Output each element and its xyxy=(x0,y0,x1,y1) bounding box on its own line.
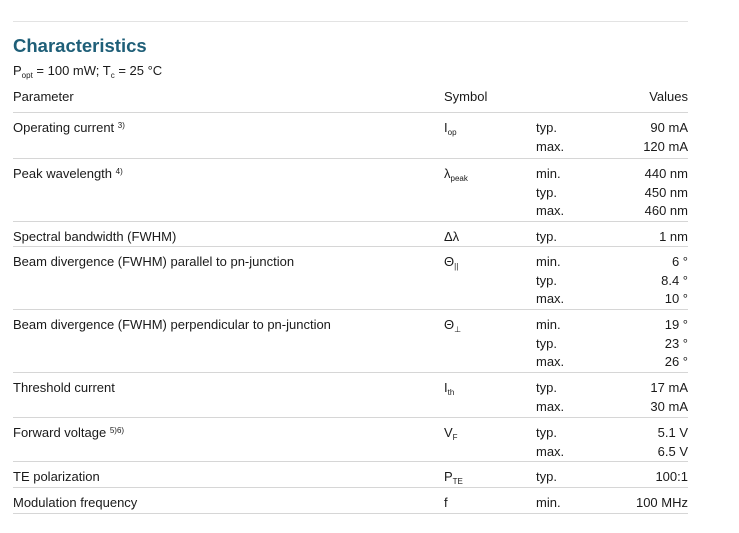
symbol-subscript: ⊥ xyxy=(454,325,462,334)
symbol-main: Θ xyxy=(444,317,455,332)
table-row xyxy=(13,222,688,247)
value-line xyxy=(536,254,688,273)
value-type: typ. xyxy=(536,380,557,395)
value-number: 30 mA xyxy=(650,398,688,414)
parameter-cell xyxy=(13,495,137,510)
symbol-cell xyxy=(444,469,463,484)
value-line xyxy=(536,425,688,444)
value-number: 10 ° xyxy=(664,291,688,307)
values-cell xyxy=(536,120,688,157)
symbol-cell xyxy=(444,166,468,181)
table-row xyxy=(13,462,688,488)
header-values: Values xyxy=(649,89,688,104)
value-line xyxy=(536,336,688,355)
value-type: typ. xyxy=(536,272,557,288)
table-header xyxy=(13,88,688,113)
parameter-cell xyxy=(13,166,123,181)
parameter-cell xyxy=(13,469,100,484)
value-number: 450 nm xyxy=(644,184,688,200)
value-line xyxy=(536,399,688,418)
symbol-subscript: peak xyxy=(450,174,468,183)
symbol-cell xyxy=(444,229,459,244)
value-line xyxy=(536,469,688,488)
value-number: 440 nm xyxy=(644,166,688,181)
symbol-main: I xyxy=(444,120,448,135)
parameter-name: Threshold current xyxy=(13,380,115,395)
value-line xyxy=(536,354,688,373)
value-type: max. xyxy=(536,203,565,219)
value-number: 8.4 ° xyxy=(661,272,688,288)
value-type: typ. xyxy=(536,335,557,351)
table-row xyxy=(13,159,688,222)
header-symbol: Symbol xyxy=(444,89,488,104)
symbol-main: λ xyxy=(444,166,451,181)
value-number: 1 nm xyxy=(659,229,688,244)
table-row xyxy=(13,310,688,373)
top-divider xyxy=(13,21,688,22)
parameter-name: Beam divergence (FWHM) perpendicular to pn-junction xyxy=(13,317,331,332)
value-type: typ. xyxy=(536,184,557,200)
parameter-name: TE polarization xyxy=(13,469,100,484)
value-number: 26 ° xyxy=(664,354,688,370)
table-row xyxy=(13,113,688,159)
symbol-cell xyxy=(444,120,457,135)
parameter-name: Forward voltage xyxy=(13,425,107,440)
parameter-name: Operating current xyxy=(13,120,115,135)
value-number: 100 MHz xyxy=(635,495,688,510)
value-type: max. xyxy=(536,138,565,154)
value-type: max. xyxy=(536,354,565,370)
values-cell xyxy=(536,380,688,417)
value-type: min. xyxy=(536,317,561,332)
symbol-cell xyxy=(444,254,458,269)
footnote-ref: 3) xyxy=(117,121,125,130)
symbol-cell xyxy=(444,317,461,332)
value-number: 90 mA xyxy=(650,120,688,135)
value-number: 19 ° xyxy=(664,317,688,332)
table-row xyxy=(13,488,688,514)
value-line xyxy=(536,291,688,310)
values-cell xyxy=(536,229,688,248)
value-line xyxy=(536,229,688,248)
value-type: min. xyxy=(536,254,561,269)
cond-t-sub: c xyxy=(110,71,115,80)
value-number: 460 nm xyxy=(644,203,688,219)
value-type: max. xyxy=(536,398,565,414)
footnote-ref: 4) xyxy=(115,167,123,176)
values-cell xyxy=(536,495,688,514)
value-line xyxy=(536,273,688,292)
values-cell xyxy=(536,166,688,222)
symbol-subscript: op xyxy=(447,128,457,137)
cond-p-sub: opt xyxy=(21,71,33,80)
parameter-cell xyxy=(13,380,115,395)
values-cell xyxy=(536,317,688,373)
footnote-ref: 5)6) xyxy=(109,426,125,435)
values-cell xyxy=(536,469,688,488)
value-type: typ. xyxy=(536,229,557,244)
symbol-cell xyxy=(444,380,454,395)
value-line xyxy=(536,317,688,336)
cond-t-rest: = 25 °C xyxy=(114,63,163,78)
value-type: min. xyxy=(536,166,561,181)
value-line xyxy=(536,444,688,463)
symbol-cell xyxy=(444,425,458,440)
value-number: 6.5 V xyxy=(657,443,688,459)
value-line xyxy=(536,166,688,185)
parameter-name: Beam divergence (FWHM) parallel to pn-junction xyxy=(13,254,295,269)
value-type: typ. xyxy=(536,469,557,484)
symbol-main: f xyxy=(444,495,448,510)
parameter-cell xyxy=(13,229,176,244)
table-row xyxy=(13,418,688,462)
test-conditions xyxy=(13,63,162,78)
symbol-main: Θ xyxy=(444,254,455,269)
header-parameter: Parameter xyxy=(13,89,74,104)
symbol-subscript: th xyxy=(447,388,455,397)
parameter-name: Peak wavelength xyxy=(13,166,113,181)
value-line xyxy=(536,139,688,158)
symbol-main: I xyxy=(444,380,448,395)
symbol-main: Δλ xyxy=(444,229,460,244)
value-type: typ. xyxy=(536,425,557,440)
value-number: 100:1 xyxy=(655,469,688,484)
symbol-cell xyxy=(444,495,448,510)
values-cell xyxy=(536,254,688,310)
parameter-cell xyxy=(13,425,124,440)
characteristics-table xyxy=(13,88,688,514)
section-title: Characteristics xyxy=(13,35,147,56)
symbol-main: V xyxy=(444,425,453,440)
value-line xyxy=(536,380,688,399)
symbol-subscript: TE xyxy=(452,477,463,486)
value-number: 6 ° xyxy=(671,254,688,269)
value-type: min. xyxy=(536,495,561,510)
parameter-name: Modulation frequency xyxy=(13,495,138,510)
symbol-subscript: || xyxy=(454,262,459,271)
symbol-main: P xyxy=(444,469,453,484)
value-number: 23 ° xyxy=(664,335,688,351)
parameter-cell xyxy=(13,254,294,269)
value-line xyxy=(536,495,688,514)
value-number: 17 mA xyxy=(650,380,688,395)
value-line xyxy=(536,203,688,222)
value-number: 5.1 V xyxy=(657,425,688,440)
value-number: 120 mA xyxy=(643,138,688,154)
parameter-name: Spectral bandwidth (FWHM) xyxy=(13,229,177,244)
cond-p: P xyxy=(13,63,22,78)
parameter-cell xyxy=(13,120,125,135)
value-type: max. xyxy=(536,443,565,459)
cond-p-rest: = 100 mW; T xyxy=(32,63,111,78)
table-row xyxy=(13,247,688,310)
value-type: max. xyxy=(536,291,565,307)
values-cell xyxy=(536,425,688,462)
table-row xyxy=(13,373,688,418)
parameter-cell xyxy=(13,317,331,332)
value-type: typ. xyxy=(536,120,557,135)
value-line xyxy=(536,185,688,204)
value-line xyxy=(536,120,688,139)
symbol-subscript: F xyxy=(452,433,458,442)
